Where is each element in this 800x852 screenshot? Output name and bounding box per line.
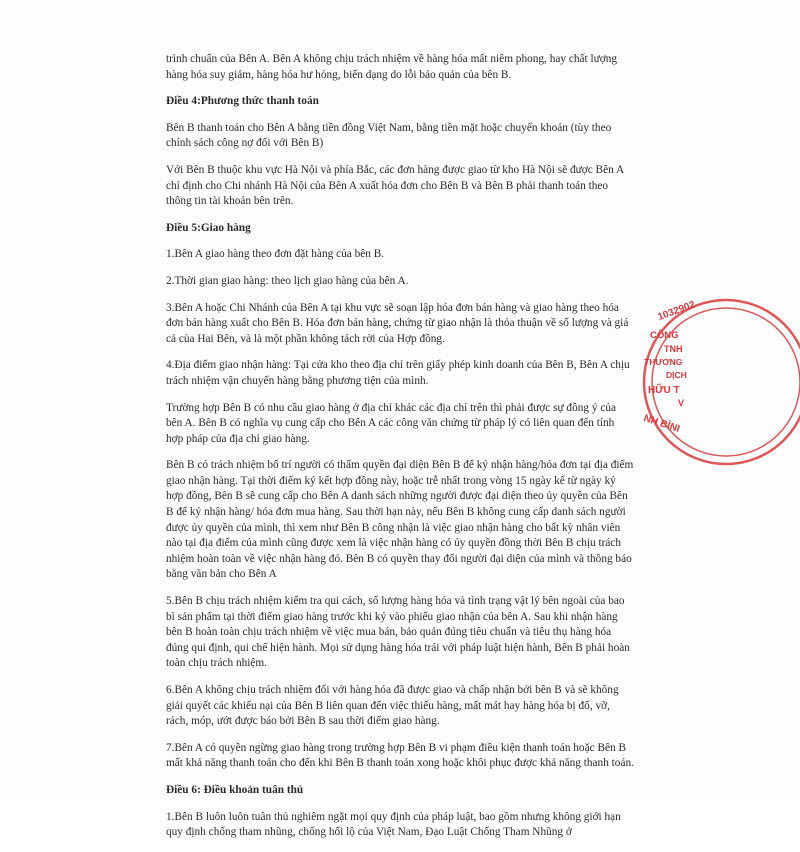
paragraph: 1.Bên B luôn luôn tuân thủ nghiêm ngặt mọi quy định của pháp luật, bao gồm nhưng không giới hạn quy định chống tham nhũng, chống hối lộ của Việt Nam, Đạo Luật Chống Tham Nhũng ở <box>166 810 621 839</box>
section-heading: Điều 6: Điều khoản tuân thủ <box>166 783 304 796</box>
paragraph: 6.Bên A không chịu trách nhiệm đối với hàng hóa đã được giao và chấp nhận bởi bên B và sẽ không giải quyết các khiếu nại của Bên B liên quan đến việc thiếu hàng, mất mát hay hàng hóa bị đổ, vỡ, rách, móp, ướt được báo bởi Bên B sau thời điểm giao hàng. <box>166 684 619 728</box>
stamp-line: 1032902 <box>656 299 697 323</box>
paragraph: Bên B thanh toán cho Bên A bằng tiền đồng Việt Nam, bằng tiền mặt hoặc chuyển khoản (tùy theo chính sách công nợ đối với Bên B) <box>166 121 612 150</box>
paragraph: Bên B có trách nhiệm bố trí người có thẩm quyền đại diện Bên B để ký nhận hàng/hóa đơn tại địa điểm giao nhận hàng. Tại thời điểm ký kết hợp đồng này, hoặc trễ nhất trong vòng 15 ngày kể từ ngày ký hợp đồng, Bên B sẽ cung cấp cho Bên A danh sách những người được đại diện theo ủy quyền của Bên B để ký nhận hàng/ hóa đơn mua hàng. Sau thời hạn này, nếu Bên B không cung cấp danh sách người được ủy quyền của mình, thì xem như Bên B công nhận là việc giao nhận hàng cho bất kỳ nhân viên nào tại địa điểm của mình cũng được xem là việc nhận hàng có ủy quyền đồng thời Bên B chịu trách nhiệm hoàn toàn về việc nhận hàng đó. Bên B có quyền thay đổi người đại diện của mình và thông báo bằng văn bản cho Bên A <box>166 459 634 581</box>
stamp-line: THƯƠNG <box>644 357 683 367</box>
stamp-line: NH BÌNI <box>642 412 682 435</box>
paragraph: 7.Bên A có quyền ngừng giao hàng trong trường hợp Bên B vi phạm điều kiện thanh toán hoặc Bên B mất khả năng thanh toán cho đến khi Bên B thanh toán xong hoặc khôi phục được khả năng thanh toán. <box>166 741 634 770</box>
paragraph: 5.Bên B chịu trách nhiệm kiểm tra qui cách, số lượng hàng hóa và tình trạng vật lý bên ngoài của bao bì sản phẩm tại thời điểm giao hàng trước khi ký vào phiếu giao nhận của bên A. Sau khi nhận hàng bên B hoàn toàn chịu trách nhiệm về việc mua bán, bảo quản đúng tiêu chuẩn và tiêu thụ hàng hóa đúng qui định, qui chế hiện hành. Mọi sử dụng hàng hóa trái với pháp luật hiện hành, Bên B phải hoàn toàn chịu trách nhiệm. <box>166 595 630 670</box>
paragraph: 4.Địa điểm giao nhận hàng: Tại cửa kho theo địa chỉ trên giấy phép kinh doanh của Bên B, Bên A chịu trách nhiệm vận chuyển hàng bằng phương tiện của mình. <box>166 359 630 387</box>
paragraph: trình chuẩn của Bên A. Bên A không chịu trách nhiệm về hàng hóa mất niêm phong, hay chất lượng hàng hóa suy giảm, hàng hóa hư hỏng, biến dạng do lỗi bảo quản của bên B. <box>166 53 618 81</box>
paragraph: 1.Bên A giao hàng theo đơn đặt hàng của bên B. <box>166 248 385 261</box>
stamp-line: TNH <box>664 344 683 354</box>
section-heading: Điều 5:Giao hàng <box>166 221 251 234</box>
stamp-line: V <box>678 398 685 408</box>
document-body <box>166 52 634 852</box>
paragraph: Với Bên B thuộc khu vực Hà Nội và phía Bắc, các đơn hàng được giao từ kho Hà Nội sẽ được Bên A chỉ định cho Chi nhánh Hà Nội của Bên A xuất hóa đơn cho Bên B và Bên B phải thanh toán theo thông tin tài khoản bên trên. <box>166 163 624 208</box>
paragraph: 3.Bên A hoặc Chi Nhánh của Bên A tại khu vực sẽ soạn lập hóa đơn bán hàng và giao hàng theo hóa đơn bán hàng xuất cho Bên B. Hóa đơn bán hàng, chứng từ giao nhận là thỏa thuận về số lượng và giá cả của Hai Bên, và là một phần không tách rời của Hợp đồng. <box>166 301 629 345</box>
paragraph: Trường hợp Bên B có nhu cầu giao hàng ở địa chỉ khác các địa chỉ trên thì phải được sự đồng ý của bên A. Bên B có nghĩa vụ cung cấp cho Bên A các công văn chứng từ pháp lý có liên quan đến tính hợp pháp của địa chỉ giao hàng. <box>166 401 616 445</box>
stamp-line: DỊCH <box>666 370 687 380</box>
paragraph: 2.Thời gian giao hàng: theo lịch giao hàng của bên A. <box>166 274 409 287</box>
section-heading: Điều 4:Phương thức thanh toán <box>166 95 319 108</box>
stamp-line: HỮU T <box>648 385 680 396</box>
stamp-line: CÔNG <box>650 330 679 341</box>
company-seal <box>636 292 800 472</box>
